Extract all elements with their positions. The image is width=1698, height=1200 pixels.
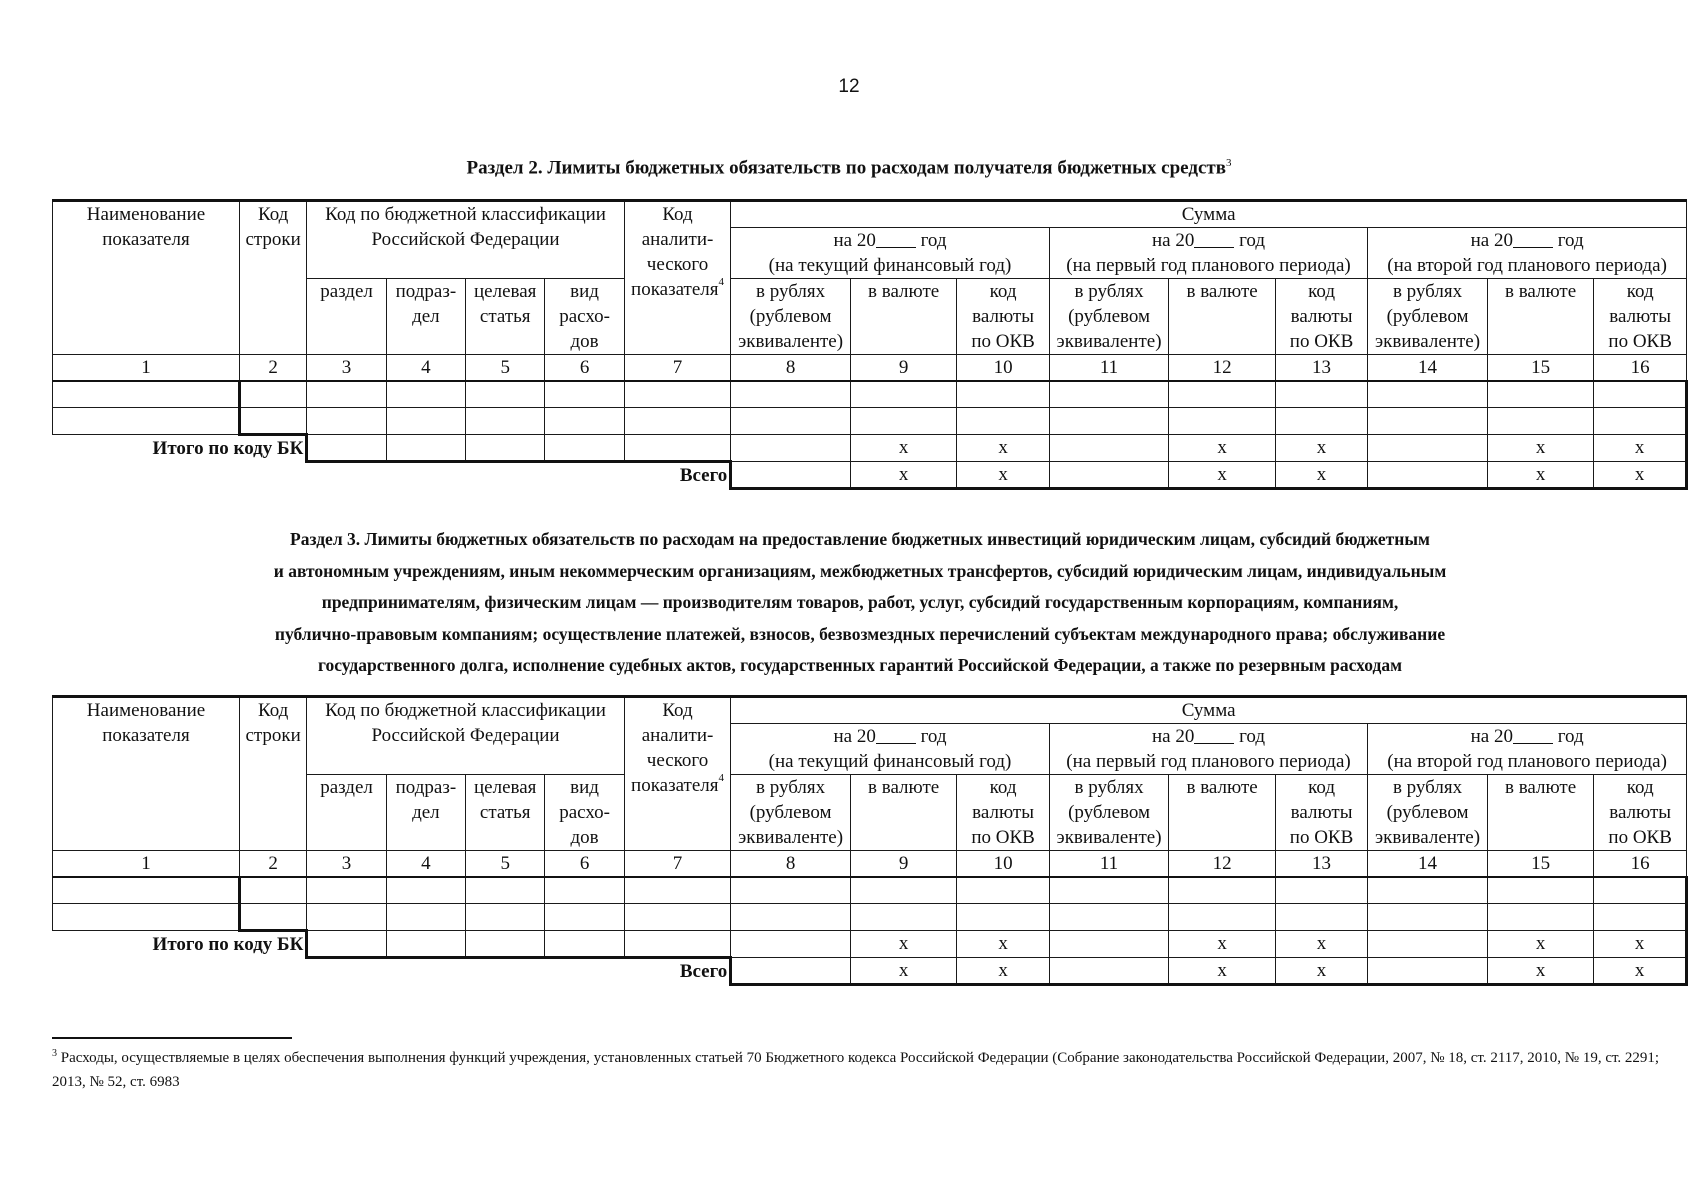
data-cell[interactable] (1049, 435, 1169, 462)
data-cell[interactable] (1594, 381, 1687, 408)
x-mark: x (957, 462, 1049, 489)
page-number: 12 (838, 76, 860, 97)
total-all-row (53, 958, 1687, 985)
total-bk-label: Итого по коду БК (152, 934, 304, 955)
column-number: 10 (957, 355, 1049, 382)
data-cell[interactable] (386, 435, 465, 462)
data-cell[interactable] (307, 381, 386, 408)
data-cell[interactable] (957, 904, 1049, 931)
data-cell[interactable] (957, 408, 1049, 435)
data-cell[interactable] (731, 904, 851, 931)
data-cell[interactable] (1049, 408, 1169, 435)
data-cell[interactable] (466, 381, 545, 408)
currency-col-header: в валюте (1487, 279, 1594, 355)
data-cell[interactable] (1169, 877, 1276, 904)
column-number: 12 (1169, 355, 1276, 382)
okv-code-col-header: код валюты по ОКВ (1594, 279, 1687, 355)
period-first-plan-header: на 20 год (на первый год планового периода) (1049, 724, 1367, 775)
column-number: 1 (53, 355, 240, 382)
x-mark: x (1275, 462, 1367, 489)
x-mark: x (957, 931, 1049, 958)
section-2-table (52, 199, 1688, 490)
okv-code-col-header: код валюты по ОКВ (1594, 775, 1687, 851)
okv-code-col-header: код валюты по ОКВ (1275, 279, 1367, 355)
period-first-plan-header: на 20 год (на первый год планового периода) (1049, 228, 1367, 279)
data-cell[interactable] (386, 408, 465, 435)
column-number: 5 (466, 851, 545, 878)
currency-col-header: в валюте (1169, 775, 1276, 851)
currency-col-header: в валюте (850, 279, 957, 355)
column-number: 13 (1275, 851, 1367, 878)
data-cell[interactable] (307, 877, 386, 904)
total-bk-label: Итого по коду БК (152, 438, 304, 459)
total-all-row (53, 462, 1687, 489)
data-cell[interactable] (624, 381, 731, 408)
data-cell[interactable] (624, 877, 731, 904)
sum-header: Сумма (731, 201, 1687, 228)
data-cell[interactable] (1169, 381, 1276, 408)
x-mark: x (1487, 931, 1594, 958)
data-cell[interactable] (1049, 462, 1169, 489)
expense-type-col-header: вид расхо- дов (545, 279, 624, 355)
data-cell[interactable] (1049, 904, 1169, 931)
total-bk-row (53, 931, 1687, 958)
table-row (53, 877, 1687, 904)
data-cell[interactable] (545, 381, 624, 408)
period-second-plan-header: на 20 год (на второй год планового периода) (1368, 228, 1687, 279)
data-cell[interactable] (850, 408, 957, 435)
data-cell[interactable] (545, 877, 624, 904)
total-all-label: Всего (679, 961, 728, 982)
x-mark: x (1275, 958, 1367, 985)
data-cell[interactable] (1049, 877, 1169, 904)
column-number: 15 (1487, 851, 1594, 878)
column-number: 9 (850, 355, 957, 382)
x-mark: x (1275, 931, 1367, 958)
data-cell[interactable] (850, 877, 957, 904)
analytic-code-header: Код аналити- ческого показателя$^4$ (624, 697, 731, 851)
x-mark: x (1594, 958, 1687, 985)
data-cell[interactable] (307, 408, 386, 435)
column-number: 7 (624, 355, 731, 382)
column-number: 11 (1049, 851, 1169, 878)
row-code-header: Код строки (239, 697, 306, 851)
data-cell[interactable] (1368, 435, 1488, 462)
column-number: 4 (386, 355, 465, 382)
column-number: 6 (545, 355, 624, 382)
data-cell[interactable] (1594, 877, 1687, 904)
data-cell[interactable] (1368, 408, 1488, 435)
data-cell[interactable] (1594, 904, 1687, 931)
data-cell[interactable] (1169, 408, 1276, 435)
okv-code-col-header: код валюты по ОКВ (957, 279, 1049, 355)
data-cell[interactable] (850, 381, 957, 408)
x-mark: x (1169, 958, 1276, 985)
column-number: 1 (53, 851, 240, 878)
data-cell[interactable] (624, 904, 731, 931)
currency-col-header: в валюте (1169, 279, 1276, 355)
column-number: 7 (624, 851, 731, 878)
section-col-header: раздел (307, 279, 386, 355)
data-cell[interactable] (624, 435, 731, 462)
data-cell[interactable] (466, 435, 545, 462)
x-mark: x (1275, 435, 1367, 462)
data-cell[interactable] (466, 877, 545, 904)
budget-classification-header: Код по бюджетной классификации Российской Федерации (307, 697, 624, 775)
expense-type-col-header: вид расхо- дов (545, 775, 624, 851)
rub-col-header: в рублях (рублевом эквиваленте) (731, 775, 851, 851)
data-cell[interactable] (1594, 408, 1687, 435)
table-row (53, 381, 1687, 408)
data-cell[interactable] (850, 904, 957, 931)
data-cell[interactable] (1275, 381, 1367, 408)
rub-col-header: в рублях (рублевом эквиваленте) (731, 279, 851, 355)
data-cell[interactable] (466, 931, 545, 958)
data-cell[interactable] (386, 381, 465, 408)
data-cell[interactable] (386, 904, 465, 931)
data-cell[interactable] (624, 408, 731, 435)
row-code-header: Код строки (239, 201, 306, 355)
data-cell[interactable] (1275, 408, 1367, 435)
budget-classification-header: Код по бюджетной классификации Российской Федерации (307, 201, 624, 279)
column-number: 4 (386, 851, 465, 878)
analytic-code-header: Код аналити- ческого показателя$^4$ (624, 201, 731, 355)
x-mark: x (850, 958, 957, 985)
data-cell[interactable] (1487, 904, 1594, 931)
column-number: 10 (957, 851, 1049, 878)
x-mark: x (1487, 435, 1594, 462)
column-number: 13 (1275, 355, 1367, 382)
footnote-divider (52, 1037, 292, 1039)
data-cell[interactable] (545, 904, 624, 931)
data-cell[interactable] (731, 931, 851, 958)
data-cell[interactable] (1368, 877, 1488, 904)
data-cell[interactable] (1275, 904, 1367, 931)
data-cell[interactable] (53, 877, 240, 904)
data-cell[interactable] (1049, 958, 1169, 985)
target-article-col-header: целевая статья (466, 775, 545, 851)
data-cell[interactable] (731, 462, 851, 489)
data-cell[interactable] (957, 877, 1049, 904)
column-number: 3 (307, 355, 386, 382)
data-cell[interactable] (53, 904, 240, 931)
footnote: $^3$ Расходы, осуществляемые в целях обеспечения выполнения функций учреждения, установленных статьей 70 Бюджетного кодекса Российской Федерации (Собрание законодательства Российской Федерации, 2007, № 18, ст. 2117, 2010, № 19, ст. 2291; 2013, № 52, ст. 6983 (52, 1048, 1660, 1090)
x-mark: x (1487, 462, 1594, 489)
total-bk-row (53, 435, 1687, 462)
data-cell[interactable] (545, 408, 624, 435)
column-number: 16 (1594, 851, 1687, 878)
data-cell[interactable] (957, 381, 1049, 408)
section-3-title: Раздел 3. Лимиты бюджетных обязательств по расходам на предоставление бюджетных инвестиций юридическим лицам, субсидий бюджетным и автономным учреждениям, иным некоммерческим организациям, межбюджетных трансфертов, субсидий юридическим лицам, индивидуальным предпринимателям, физическим лицам — производителям товаров, работ, услуг, субсидий государственным корпорациям, компаниям, публично-правовым компаниям; осуществление платежей, взносов, безвозмездных перечислений субъектам международного права; обслуживание государственного долга, исполнение судебных актов, государственных гарантий Российской Федерации, а также по резервным расходам (273, 529, 1447, 675)
okv-code-col-header: код валюты по ОКВ (957, 775, 1049, 851)
x-mark: x (1487, 958, 1594, 985)
data-cell[interactable] (1487, 877, 1594, 904)
x-mark: x (1594, 931, 1687, 958)
x-mark: x (1169, 435, 1276, 462)
period-current-header: на 20 год (на текущий финансовый год) (731, 228, 1049, 279)
data-cell[interactable] (239, 877, 306, 904)
data-cell[interactable] (1049, 931, 1169, 958)
indicator-name-header: Наименование показателя (53, 201, 240, 355)
table-row (53, 904, 1687, 931)
column-number: 15 (1487, 355, 1594, 382)
data-cell[interactable] (731, 408, 851, 435)
column-number: 2 (239, 355, 306, 382)
x-mark: x (850, 462, 957, 489)
data-cell[interactable] (239, 381, 306, 408)
x-mark: x (1594, 435, 1687, 462)
data-cell[interactable] (731, 435, 851, 462)
x-mark: x (957, 435, 1049, 462)
data-cell[interactable] (1049, 381, 1169, 408)
data-cell[interactable] (731, 877, 851, 904)
data-cell[interactable] (545, 931, 624, 958)
column-number: 14 (1368, 851, 1488, 878)
total-all-label: Всего (679, 465, 728, 486)
data-cell[interactable] (239, 904, 306, 931)
data-cell[interactable] (731, 381, 851, 408)
column-number: 9 (850, 851, 957, 878)
target-article-col-header: целевая статья (466, 279, 545, 355)
currency-col-header: в валюте (1487, 775, 1594, 851)
column-number: 12 (1169, 851, 1276, 878)
x-mark: x (850, 931, 957, 958)
okv-code-col-header: код валюты по ОКВ (1275, 775, 1367, 851)
data-cell[interactable] (1368, 904, 1488, 931)
data-cell[interactable] (386, 931, 465, 958)
subsection-col-header: подраз- дел (386, 279, 465, 355)
x-mark: x (1169, 462, 1276, 489)
data-cell[interactable] (466, 408, 545, 435)
currency-col-header: в валюте (850, 775, 957, 851)
column-number: 11 (1049, 355, 1169, 382)
data-cell[interactable] (307, 904, 386, 931)
data-cell[interactable] (53, 408, 240, 435)
sum-header: Сумма (731, 697, 1687, 724)
rub-col-header: в рублях (рублевом эквиваленте) (1049, 775, 1169, 851)
column-number: 16 (1594, 355, 1687, 382)
data-cell[interactable] (53, 381, 240, 408)
x-mark: x (957, 958, 1049, 985)
section-3-table (52, 695, 1688, 986)
column-number: 14 (1368, 355, 1488, 382)
indicator-name-header: Наименование показателя (53, 697, 240, 851)
rub-col-header: в рублях (рублевом эквиваленте) (1049, 279, 1169, 355)
data-cell[interactable] (1487, 381, 1594, 408)
data-cell[interactable] (1487, 408, 1594, 435)
period-current-header: на 20 год (на текущий финансовый год) (731, 724, 1049, 775)
rub-col-header: в рублях (рублевом эквиваленте) (1368, 279, 1488, 355)
data-cell[interactable] (731, 958, 851, 985)
column-number: 8 (731, 851, 851, 878)
data-cell[interactable] (1368, 462, 1488, 489)
data-cell[interactable] (386, 877, 465, 904)
data-cell[interactable] (1169, 904, 1276, 931)
section-col-header: раздел (307, 775, 386, 851)
data-cell[interactable] (307, 435, 386, 462)
subsection-col-header: подраз- дел (386, 775, 465, 851)
section-2-title: Раздел 2. Лимиты бюджетных обязательств по расходам получателя бюджетных средств$^3$ (466, 157, 1232, 179)
x-mark: x (850, 435, 957, 462)
data-cell[interactable] (624, 931, 731, 958)
data-cell[interactable] (307, 931, 386, 958)
x-mark: x (1594, 462, 1687, 489)
data-cell[interactable] (1275, 877, 1367, 904)
column-number: 3 (307, 851, 386, 878)
data-cell[interactable] (239, 408, 306, 435)
data-cell[interactable] (545, 435, 624, 462)
column-number: 2 (239, 851, 306, 878)
data-cell[interactable] (1368, 381, 1488, 408)
rub-col-header: в рублях (рублевом эквиваленте) (1368, 775, 1488, 851)
period-second-plan-header: на 20 год (на второй год планового периода) (1368, 724, 1687, 775)
column-number: 6 (545, 851, 624, 878)
data-cell[interactable] (466, 904, 545, 931)
x-mark: x (1169, 931, 1276, 958)
table-row (53, 408, 1687, 435)
column-number: 8 (731, 355, 851, 382)
data-cell[interactable] (1368, 958, 1488, 985)
column-number: 5 (466, 355, 545, 382)
data-cell[interactable] (1368, 931, 1488, 958)
